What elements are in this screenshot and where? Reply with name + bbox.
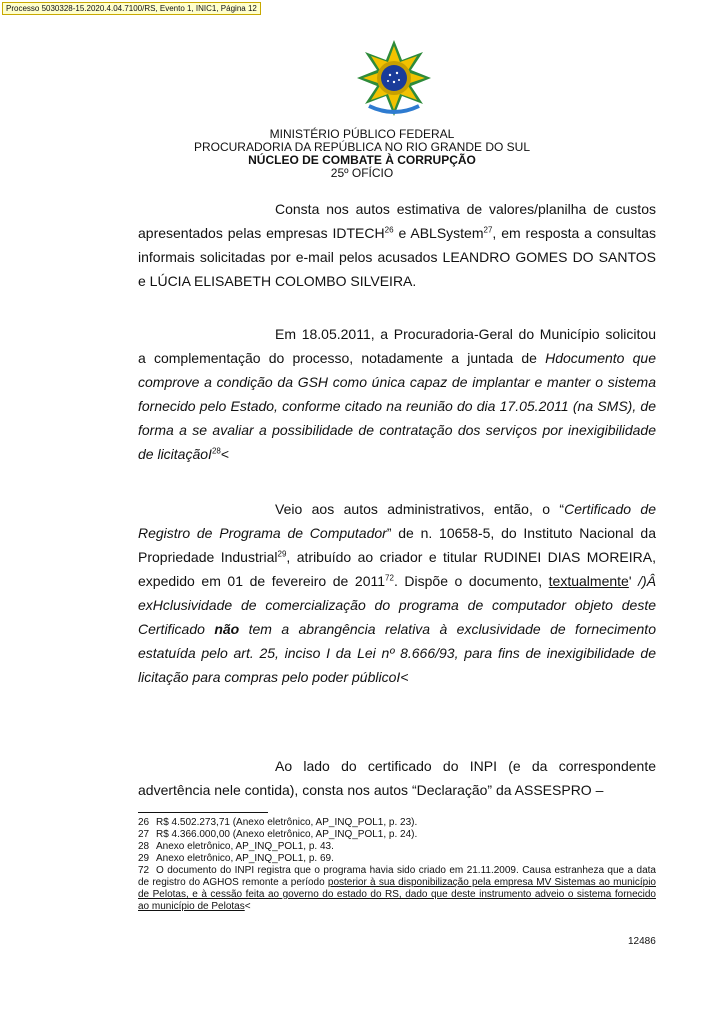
paragraph-1: Consta nos autos estimativa de valores/planilha de custos apresentados pelas empresas IDTECH$^{26}$ e ABLSystem$^{27}$, em resposta a consultas informais solicitadas por e-mail pelos acusados LEANDRO GOMES DO SANTOS e LÚCIA ELISABETH COLOMBO SILVEIRA.: [138, 201, 656, 289]
footnote-29: 29 Anexo eletrônico, AP_INQ_POL1, p. 69.: [138, 853, 334, 864]
paragraph-4: Ao lado do certificado do INPI (e da correspondente advertência nele contida), consta nos autos “Declaração” da ASSESPRO –: [138, 758, 656, 798]
footnote-separator: [138, 812, 268, 813]
paragraph-3: Veio aos autos administrativos, então, o “Certificado de Registro de Programa de Computador” de n. 10658-5, do Instituto Nacional da Propriedade Industrial$^{29}$, atribuído ao criador e titular RUDINEI DIAS MOREIRA, expedido em 01 de fevereiro de 2011$^{72}$. Dispõe o documento, textualmente' /)Â exHclusividade de comercialização do programa de computador objeto deste Certificado não tem a abrangência relativa à exclusividade de fornecimento estatuída pelo art. 25, inciso I da Lei nº 8.666/93, para fins de inexigibilidade de licitação para compras pelo poder públicoI<: [138, 501, 657, 685]
header-ministry: MINISTÉRIO PÚBLICO FEDERAL: [269, 127, 455, 141]
page-number: 12486: [628, 936, 656, 947]
header-oficio: 25º OFÍCIO: [330, 166, 394, 180]
footnote-28: 28 Anexo eletrônico, AP_INQ_POL1, p. 43.: [138, 841, 334, 852]
header-nucleo: NÚCLEO DE COMBATE À CORRUPÇÃO: [248, 153, 476, 167]
footnote-72: 72 O documento do INPI registra que o programa havia sido criado em 21.11.2009. Causa estranheza que a data de registro do AGHOS remonte a período posterior à sua disponibilização pela empresa MV Sistemas ao município de Pelotas, e à cessão feita ao governo do estado do RS, dado que deste instrumento adveio o sistema fornecido ao município de Pelotas<: [138, 865, 656, 912]
paragraph-2: Em 18.05.2011, a Procuradoria-Geral do Município solicitou a complementação do processo, notadamente a juntada de Hdocumento que comprove a condição da GSH como única capaz de implantar e manter o sistema fornecido pelo Estado, conforme citado na reunião do dia 17.05.2011 (na SMS), de forma a se avaliar a possibilidade de contratação dos serviços por inexigibilidade de licitaçãoI$^{28}$<: [138, 326, 656, 462]
footnote-26: 26 R$ 4.502.273,71 (Anexo eletrônico, AP_INQ_POL1, p. 23).: [138, 817, 418, 828]
brazil-coat-of-arms-seal: [355, 38, 433, 118]
header-procuradoria: PROCURADORIA DA REPÚBLICA NO RIO GRANDE DO SUL: [193, 140, 531, 154]
process-stamp: Processo 5030328-15.2020.4.04.7100/RS, Evento 1, INIC1, Página 12: [2, 2, 261, 15]
footnote-27: 27 R$ 4.366.000,00 (Anexo eletrônico, AP_INQ_POL1, p. 24).: [138, 829, 418, 840]
